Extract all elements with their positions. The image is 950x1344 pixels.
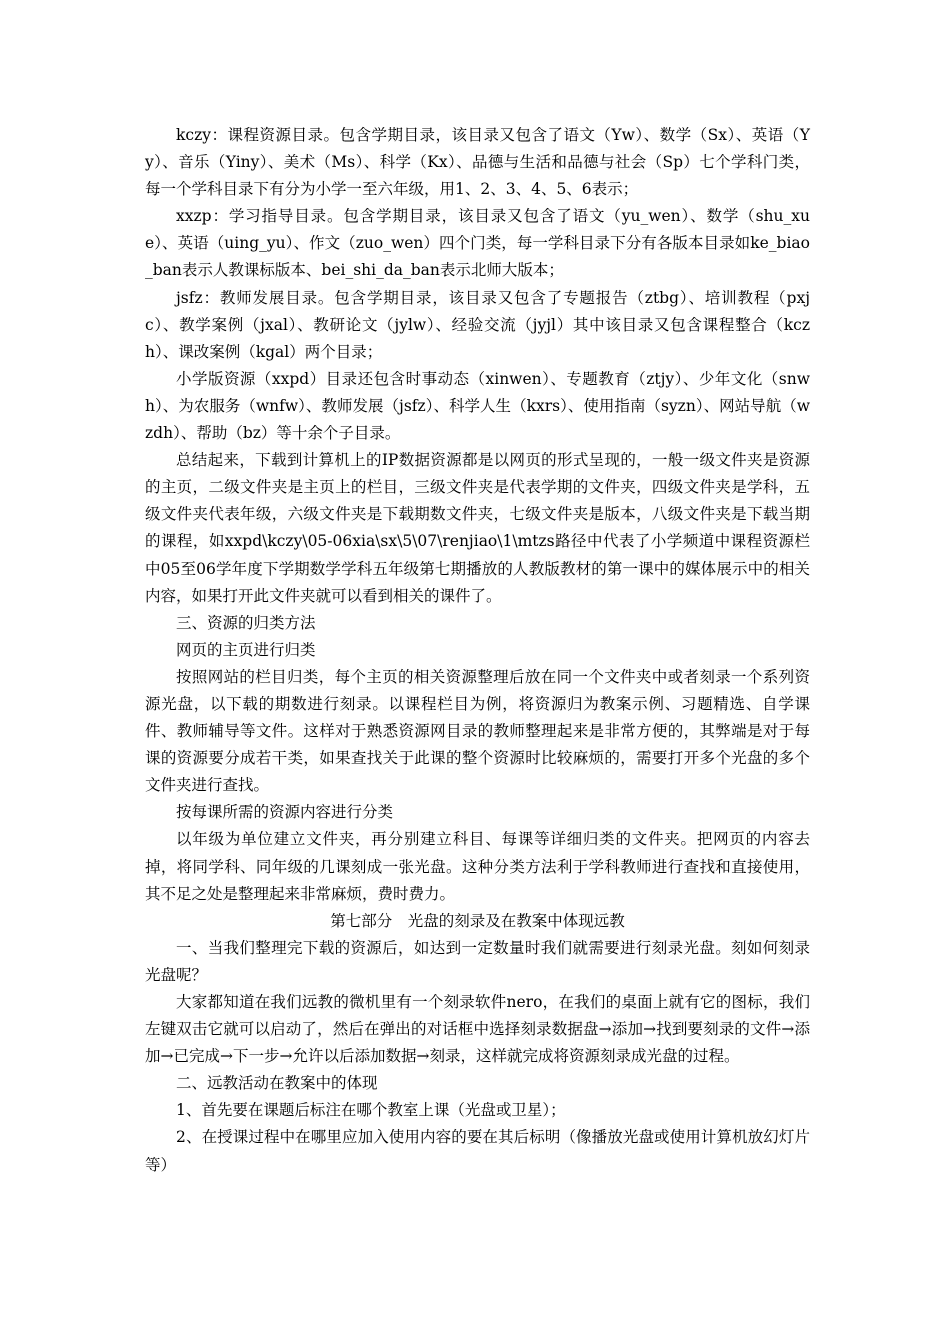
paragraph-kczy: kczy：课程资源目录。包含学期目录，该目录又包含了语文（Yw）、数学（Sx）、英语（Yy）、音乐（Yiny）、美术（Ms）、科学（Kx）、品德与生活和品德与社会（Sp）七个学科门类，每一个学科目录下有分为小学一至六年级，用1、2、3、4、5、6表示； (145, 126, 810, 199)
paragraph-content-classification: 以年级为单位建立文件夹，再分别建立科目、每课等详细归类的文件夹。把网页的内容去掉，将同学科、同年级的几课刻成一张光盘。这种分类方法利于学科教师进行查找和直接使用，其不足之处是整理起来非常麻烦，费时费力。 (145, 830, 810, 903)
paragraph-xxzp: xxzp：学习指导目录。包含学期目录，该目录又包含了语文（yu_wen）、数学（shu_xue）、英语（uing_yu）、作文（zuo_wen）四个门类，每一学科目录下分有各版本目录如ke_biao_ban表示人教课标版本、bei_shi_da_ban表示北师大版本； (145, 207, 810, 280)
paragraph-nero-steps: 大家都知道在我们远教的微机里有一个刻录软件nero，在我们的桌面上就有它的图标，我们左键双击它就可以启动了，然后在弹出的对话框中选择刻录数据盘→添加→找到要刻录的文件→添加→已完成→下一步→允许以后添加数据→刻录，这样就完成将资源刻录成光盘的过程。 (145, 993, 810, 1066)
list-item-2: 2、在授课过程中在哪里应加入使用内容的要在其后标明（像播放光盘或使用计算机放幻灯片等） (145, 1128, 810, 1174)
paragraph-burning-intro: 一、当我们整理完下载的资源后，如达到一定数量时我们就需要进行刻录光盘。刻如何刻录光盘呢？ (145, 938, 810, 984)
paragraph-jsfz: jsfz：教师发展目录。包含学期目录，该目录又包含了专题报告（ztbg）、培训教程（pxjc）、教学案例（jxal）、教研论文（jylw）、经验交流（jyjl）其中该目录又包含课程整合（kczh）、课改案例（kgal）两个目录； (145, 288, 810, 361)
heading-classification-methods: 三、资源的归类方法 (176, 613, 316, 632)
paragraph-summary: 总结起来，下载到计算机上的IP数据资源都是以网页的形式呈现的，一般一级文件夹是资源的主页，二级文件夹是主页上的栏目，三级文件夹是代表学期的文件夹，四级文件夹是学科，五级文件夹代表年级，六级文件夹是下载期数文件夹，七级文件夹是版本，八级文件夹是下载当期的课程，如xxpd\kczy\05-06xia\sx\5\07\renjiao\1\mtzs路径中代表了小学频道中课程资源栏中05至06学年度下学期数学学科五年级第七期播放的人教版教材的第一课中的媒体展示中的相关内容，如果打开此文件夹就可以看到相关的课件了。 (145, 451, 810, 605)
document-body (145, 122, 810, 1179)
subheading-homepage-classification: 网页的主页进行归类 (176, 640, 316, 659)
subheading-content-classification: 按每课所需的资源内容进行分类 (176, 803, 394, 822)
list-item-1: 1、首先要在课题后标注在哪个教室上课（光盘或卫星）； (176, 1101, 566, 1120)
paragraph-homepage-classification: 按照网站的栏目归类，每个主页的相关资源整理后放在同一个文件夹中或者刻录一个系列资源光盘，以下载的期数进行刻录。以课程栏目为例，将资源归为教案示例、习题精选、自学课件、教师辅导等文件。这样对于熟悉资源网目录的教师整理起来是非常方便的，其弊端是对于每课的资源要分成若干类，如果查找关于此课的整个资源时比较麻烦的，需要打开多个光盘的多个文件夹进行查找。 (145, 667, 810, 795)
heading-lesson-plan: 二、远教活动在教案中的体现 (176, 1074, 378, 1093)
section-title-part-seven: 第七部分 光盘的刻录及在教案中体现远教 (330, 911, 625, 930)
paragraph-xxpd: 小学版资源（xxpd）目录还包含时事动态（xinwen）、专题教育（ztjy）、少年文化（snwh）、为农服务（wnfw）、教师发展（jsfz）、科学人生（kxrs）、使用指南（syzn）、网站导航（wzdh）、帮助（bz）等十余个子目录。 (145, 369, 810, 443)
